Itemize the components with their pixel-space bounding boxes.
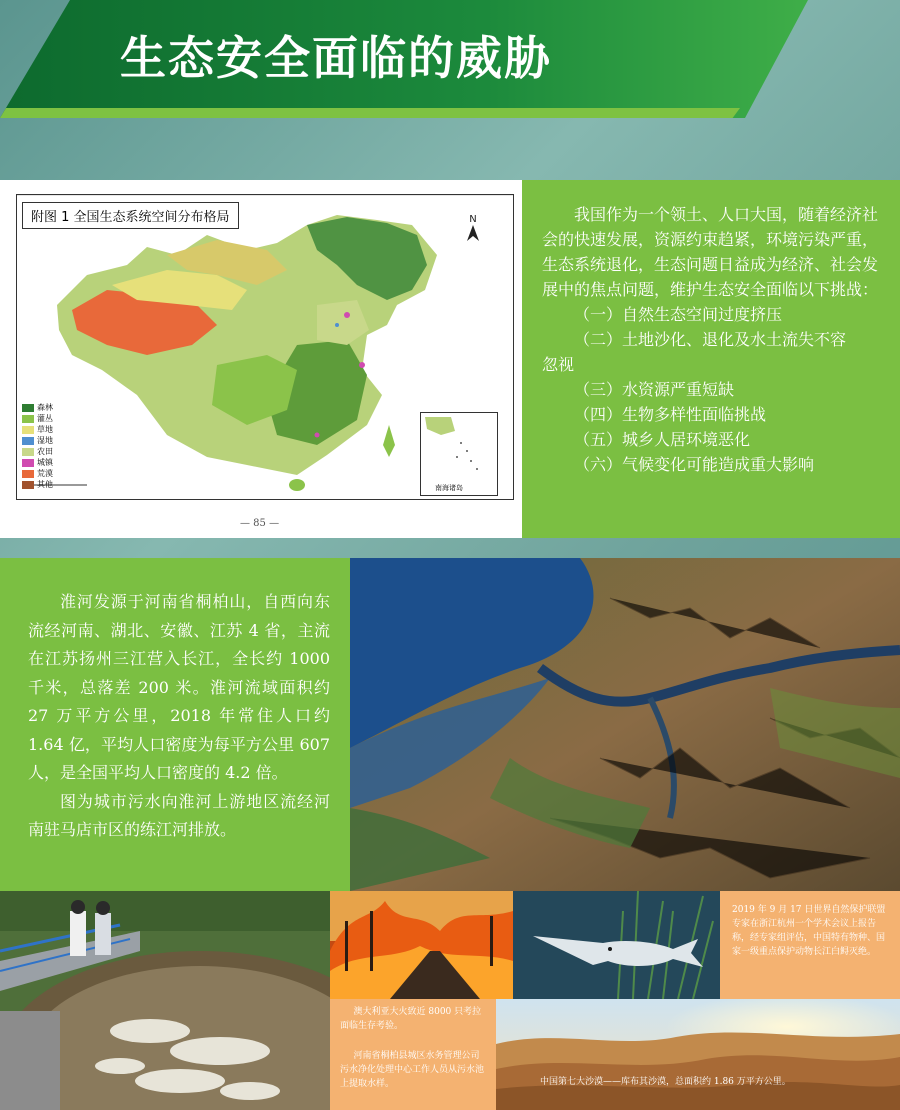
- legend-label: 荒漠: [37, 469, 53, 478]
- sewage-plant-photo: [0, 891, 330, 1110]
- challenge-item: （二）土地沙化、退化及水土流失不容: [574, 330, 847, 349]
- legend-swatch: [22, 459, 34, 467]
- legend-swatch: [22, 437, 34, 445]
- plant-caption: 河南省桐柏县城区水务管理公司污水净化处理中心工作人员从污水池上提取水样。: [340, 1051, 485, 1089]
- legend-swatch: [22, 448, 34, 456]
- title-banner: [0, 0, 808, 118]
- legend-label: 灌丛: [37, 414, 53, 423]
- legend-label: 城镇: [37, 458, 53, 467]
- legend-label: 森林: [37, 403, 53, 412]
- huaihe-paragraph: 淮河发源于河南省桐柏山，自西向东流经河南、湖北、安徽、江苏 4 省，主流在江苏扬州三江营入长江，全长约 1000 千米，总落差 200 米。淮河流域面积约 27 万平方公里，2018 年常住人口约 1.64 亿，平均人口密度为每平方公里 607 人，是全国平均人口密度的 4.2 倍。: [28, 592, 330, 782]
- legend-label: 其他: [37, 480, 53, 489]
- challenge-item: （三）水资源严重短缺: [574, 380, 735, 399]
- banner-underline: [0, 108, 740, 118]
- legend-swatch: [22, 470, 34, 478]
- legend-swatch: [22, 426, 34, 434]
- sturgeon-caption: 2019 年 9 月 17 日世界自然保护联盟专家在浙江杭州一个学术会议上报告称，经专家组评估，中国特有物种、国家一级重点保护动物长江白鲟灭绝。: [720, 891, 900, 999]
- intro-panel: [522, 180, 900, 538]
- huaihe-photo-caption: 图为城市污水向淮河上游地区流经河南驻马店市区的练江河排放。: [28, 791, 330, 839]
- polluted-river-photo: [350, 558, 900, 891]
- intro-paragraph: 我国作为一个领土、人口大国，随着经济社会的快速发展，资源约束趋紧，环境污染严重，生态系统退化，生态问题日益成为经济、社会发展中的焦点问题，维护生态安全面临以下挑战：: [542, 205, 879, 299]
- fire-caption: 澳大利亚大火致近 8000 只考拉面临生存考验。: [340, 1007, 482, 1031]
- challenge-item: （四）生物多样性面临挑战: [574, 405, 767, 424]
- legend-item: [22, 424, 72, 435]
- legend-swatch: [22, 481, 34, 489]
- legend-label: 农田: [37, 447, 53, 456]
- sturgeon-photo: [513, 891, 720, 999]
- page-number: — 85 —: [240, 518, 280, 529]
- legend-label: 湿地: [37, 436, 53, 445]
- legend-item: [22, 435, 72, 446]
- challenge-item: （五）城乡人居环境恶化: [574, 430, 751, 449]
- desert-photo: [496, 999, 900, 1110]
- desert-caption: 中国第七大沙漠——库布其沙漠，总面积约 1.86 万平方公里。: [540, 1077, 791, 1087]
- legend-item: [22, 479, 72, 490]
- challenge-item: （一）自然生态空间过度挤压: [574, 305, 783, 324]
- legend-label: 草地: [37, 425, 53, 434]
- south-china-sea-inset: [420, 412, 498, 496]
- challenge-item-cont: 忽视: [542, 355, 575, 374]
- mid-captions: [330, 999, 496, 1110]
- legend-item: [22, 446, 72, 457]
- challenge-item: （六）气候变化可能造成重大影响: [574, 455, 815, 474]
- page-title: 生态安全面临的威胁: [120, 31, 552, 85]
- north-arrow-icon: [466, 214, 480, 241]
- legend-item: [22, 413, 72, 424]
- inset-label: 南海诸岛: [435, 484, 463, 492]
- huaihe-panel: [0, 558, 350, 891]
- map-legend: [22, 402, 72, 490]
- legend-swatch: [22, 404, 34, 412]
- bushfire-photo: [330, 891, 513, 999]
- legend-item: [22, 468, 72, 479]
- north-label: N: [469, 214, 477, 225]
- legend-item: [22, 457, 72, 468]
- map-panel: [0, 180, 522, 538]
- legend-item: [22, 402, 72, 413]
- legend-swatch: [22, 415, 34, 423]
- map-title: 附图 1 全国生态系统空间分布格局: [22, 202, 239, 229]
